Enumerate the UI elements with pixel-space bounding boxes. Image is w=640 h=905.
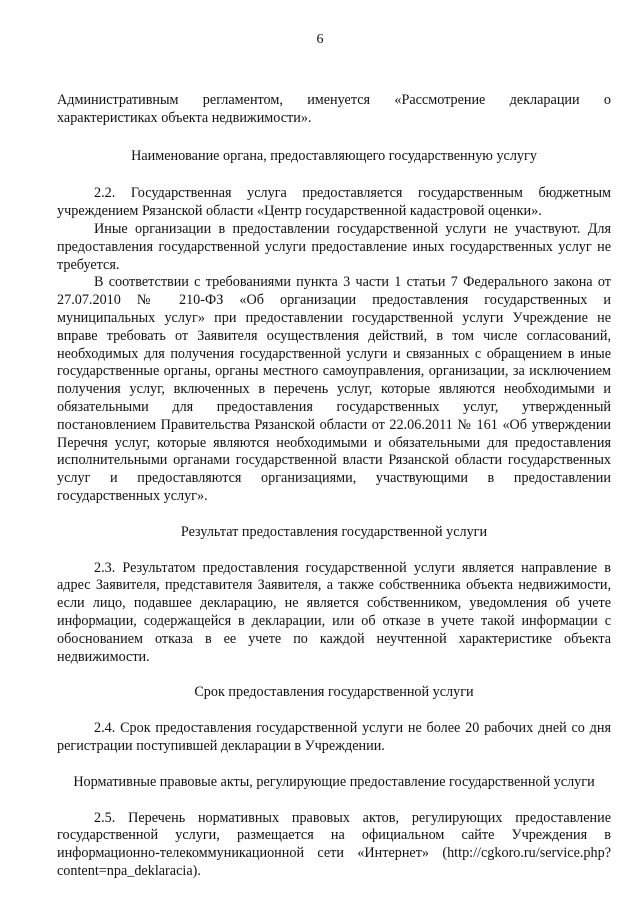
paragraph-2-2-other-orgs: Иные организации в предоставлении государственной услуги не участвуют. Для предоставления государственной услуги предоставление иных государственных услуг не требуется. <box>57 220 611 273</box>
section-heading-result: Результат предоставления государственной услуги <box>180 523 488 540</box>
page-number: 6 <box>316 32 324 47</box>
section-heading-term: Срок предоставления государственной услуги <box>194 684 474 701</box>
section-heading-organ: Наименование органа, предоставляющего государственную услугу <box>131 147 537 164</box>
paragraph-2-4: 2.4. Срок предоставления государственной услуги не более 20 рабочих дней со дня регистрации поступившей декларации в Учреждении. <box>57 720 611 754</box>
document-body <box>57 92 611 881</box>
paragraph-2-2-requirements: В соответствии с требованиями пункта 3 части 1 статьи 7 Федерального закона от 27.07.2010 № 210-ФЗ «Об организации предоставления государственных и муниципальных услуг» при предоставлении государственной услуги Учреждение не вправе требовать от Заявителя осуществления действий, в том числе согласований, необходимых для получения государственной услуги и связанных с обращением в иные государственные органы, органы местного самоуправления, организации, за исключением получения услуг, включенных в перечень услуг, которые являются необходимыми и обязательными для предоставления государственных услуг, утвержденный постановлением Правительства Рязанской области от 22.06.2011 № 161 «Об утверждении Перечня услуг, которые являются необходимыми и обязательными для предоставления исполнительными органами государственной власти Рязанской области государственных услуг и предоставляются организациями, участвующими в предоставлении государственных услуг». <box>57 274 611 504</box>
section-heading-legal-acts: Нормативные правовые акты, регулирующие предоставление государственной услуги <box>73 773 595 790</box>
paragraph-intro: Административным регламентом, именуется «Рассмотрение декларации о характеристиках объекта недвижимости». <box>57 92 611 126</box>
paragraph-2-5: 2.5. Перечень нормативных правовых актов, регулирующих предоставление государственной услуги, размещается на официальном сайте Учреждения в информационно-телекоммуникационной сети «Интернет» (http://cgkoro.ru/service.php?content=npa_deklaracia). <box>57 809 611 879</box>
paragraph-2-2: 2.2. Государственная услуга предоставляется государственным бюджетным учреждением Рязанской области «Центр государственной кадастровой оценки». <box>57 185 611 220</box>
paragraph-2-3: 2.3. Результатом предоставления государственной услуги является направление в адрес Заявителя, представителя Заявителя, а также собственника объекта недвижимости, если лицо, подавшее декларацию, не является собственником, уведомления об учете информации, содержащейся в декларации, или об отказе в учете такой информации с обоснованием отказа в ее учете по каждой неучтенной характеристике объекта недвижимости. <box>57 559 611 665</box>
